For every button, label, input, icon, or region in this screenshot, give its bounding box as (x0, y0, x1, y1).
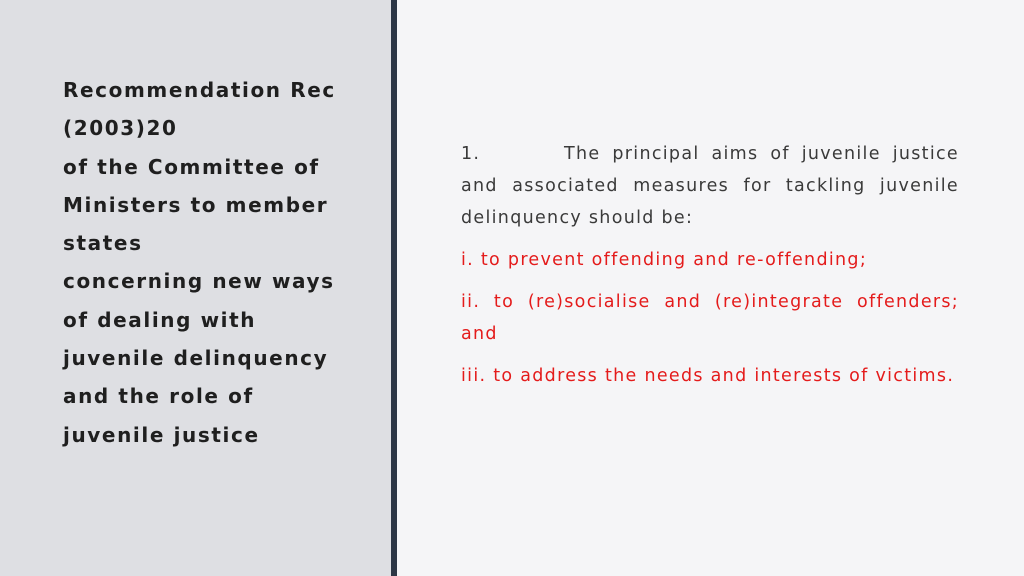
title-line: Recommendation Rec (63, 78, 336, 102)
title-line: Ministers to member (63, 192, 329, 217)
vertical-divider (391, 0, 397, 576)
intro-paragraph (461, 138, 959, 234)
article-number: 1. (461, 144, 481, 164)
title-line: states (63, 231, 143, 256)
title-line: and the role of (63, 384, 254, 409)
title-line: juvenile justice (63, 422, 260, 447)
document-title (63, 71, 353, 454)
title-panel (0, 0, 391, 576)
title-line: of the Committee of (63, 154, 320, 179)
aim-item-2: ii. to (re)socialise and (re)integrate offenders; and (461, 292, 959, 344)
intro-text: The principal aims of juvenile justice and associated measures for tackling juvenile delinquency should be: (461, 144, 959, 228)
article-content (461, 138, 959, 402)
aim-item-3: iii. to address the needs and interests of victims. (461, 366, 955, 386)
title-line: juvenile delinquency (63, 346, 329, 371)
title-line: concerning new ways (63, 269, 335, 294)
title-line: of dealing with (63, 307, 257, 332)
aim-item-1: i. to prevent offending and re-offending; (461, 250, 868, 270)
title-line: (2003)20 (63, 116, 178, 141)
